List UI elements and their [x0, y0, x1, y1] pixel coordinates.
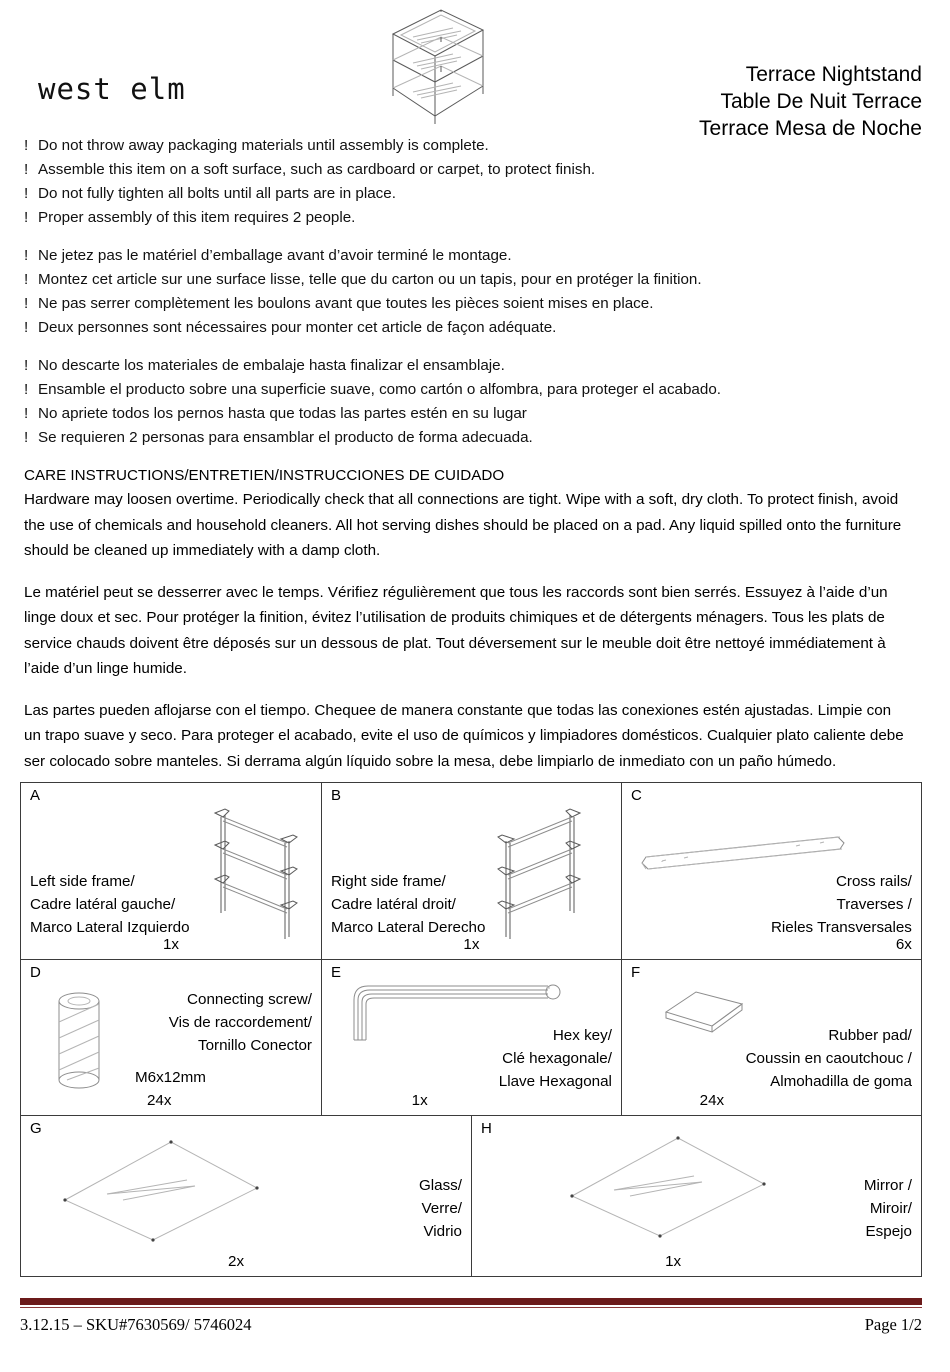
part-description-fr: Clé hexagonale/: [502, 1050, 612, 1067]
product-title: [699, 62, 922, 143]
warning-text: Montez cet article sur une surface lisse, telle que du carton ou un tapis, pour en protéger la finition.: [38, 271, 702, 288]
part-cell-a: [21, 783, 321, 959]
care-instructions-heading: CARE INSTRUCTIONS/ENTRETIEN/INSTRUCCIONES DE CUIDADO: [24, 467, 505, 484]
warning-bang-icon: !: [24, 319, 29, 336]
warning-bang-icon: !: [24, 185, 29, 202]
sku-label: 3.12.15 – SKU#7630569/ 5746024: [20, 1315, 252, 1334]
warning-item: [24, 378, 926, 402]
part-description-es: Marco Lateral Izquierdo: [30, 919, 190, 936]
footer-rule-thin: [20, 1307, 922, 1308]
part-description: [746, 1024, 912, 1093]
warning-item: [24, 182, 926, 206]
part-letter: E: [330, 964, 341, 981]
part-description: [771, 870, 912, 939]
part-description: [499, 1024, 612, 1093]
parts-row: [21, 959, 921, 1115]
part-quantity: 1x: [463, 936, 480, 953]
warning-text: Ne jetez pas le matériel d’emballage avant d’avoir terminé le montage.: [38, 247, 512, 264]
parts-row: [21, 783, 921, 959]
part-cell-b: [321, 783, 621, 959]
warning-text: Deux personnes sont nécessaires pour monter cet article de façon adéquate.: [38, 319, 557, 336]
part-cell-e: [321, 960, 621, 1115]
part-description-en: Rubber pad/: [828, 1027, 912, 1044]
warning-text: Proper assembly of this item requires 2 people.: [38, 209, 356, 226]
warning-item: [24, 426, 926, 450]
part-quantity: 1x: [665, 1253, 682, 1270]
part-description: [331, 870, 485, 939]
part-description-es: Llave Hexagonal: [498, 1073, 612, 1090]
part-description-en: Hex key/: [552, 1027, 612, 1044]
part-letter: G: [30, 1120, 42, 1137]
warning-text: Ne pas serrer complètement les boulons avant que toutes les pièces soient mises en place.: [38, 295, 654, 312]
part-description: [864, 1174, 912, 1243]
footer-rule-thick: [20, 1298, 922, 1305]
product-title-fr: Table De Nuit Terrace: [720, 89, 922, 113]
part-description-en: Connecting screw/: [187, 991, 312, 1008]
part-cell-d: [21, 960, 321, 1115]
warning-bang-icon: !: [24, 137, 29, 154]
warning-bang-icon: !: [24, 161, 29, 178]
part-cell-h: [471, 1116, 921, 1276]
part-quantity: 24x: [699, 1092, 725, 1109]
part-quantity: 1x: [411, 1092, 428, 1109]
warning-bang-icon: !: [24, 357, 29, 374]
warning-text: Ensamble el producto sobre una superficie suave, como cartón o alfombra, para proteger el acabado.: [38, 381, 721, 398]
part-description-en: Right side frame/: [330, 873, 446, 890]
warning-bang-icon: !: [24, 247, 29, 264]
part-description-es: Tornillo Conector: [198, 1037, 312, 1054]
product-title-es: Terrace Mesa de Noche: [699, 116, 922, 140]
warning-item: [24, 206, 926, 230]
warning-item: [24, 292, 926, 316]
part-description-es: Marco Lateral Derecho: [330, 919, 486, 936]
warning-bang-icon: !: [24, 405, 29, 422]
part-description-fr: Traverses /: [836, 896, 912, 913]
mirror-panel-icon: [568, 1134, 784, 1242]
care-paragraph-spanish: Las partes pueden aflojarse con el tiempo. Chequee de manera constante que todas las conexiones estén ajustadas. Limpie con un trapo suave y seco. Para proteger el acabado, evite el uso de químicos y limpiadores domésticos. Cualquier plato caliente debe ser colocado sobre manteles. Si derrama algún líquido sobre la mesa, debe limpiarlo de inmediato con un paño húmedo.: [24, 701, 904, 770]
brand-logo: west elm: [38, 72, 186, 106]
part-description-es: Almohadilla de goma: [770, 1073, 912, 1090]
part-letter: B: [330, 787, 341, 804]
part-letter: H: [481, 1120, 492, 1137]
page-header: [24, 0, 926, 140]
warning-item: [24, 244, 926, 268]
part-cell-c: [621, 783, 921, 959]
warning-bang-icon: !: [24, 429, 29, 446]
parts-row: [21, 1115, 921, 1276]
product-title-en: Terrace Nightstand: [745, 63, 922, 86]
warning-item: [24, 268, 926, 292]
part-description-fr: Miroir/: [869, 1200, 912, 1217]
part-description-fr: Coussin en caoutchouc /: [745, 1050, 912, 1067]
care-paragraph-french: Le matériel peut se desserrer avec le temps. Vérifiez régulièrement que tous les raccords sont bien serrés. Essuyez à l’aide d’un linge doux et sec. Pour protéger la finition, évitez l’utilisation de produits chimiques et de détergents ménagers. Tous les plats de service chauds doivent être déposés sur un dessous de plat. Tout déversement sur le meuble doit être nettoyé immédiatement à l’aide d’un linge humide.: [24, 583, 888, 677]
part-description-en: Mirror /: [863, 1177, 912, 1194]
warning-item: [24, 158, 926, 182]
warning-text: Do not throw away packaging materials until assembly is complete.: [38, 137, 489, 154]
part-spec: M6x12mm: [134, 1069, 206, 1086]
part-quantity: 2x: [228, 1253, 245, 1270]
warning-bang-icon: !: [24, 271, 29, 288]
warning-text: Do not fully tighten all bolts until all parts are in place.: [38, 185, 396, 202]
part-description-es: Vidrio: [423, 1223, 462, 1240]
page-footer: [20, 1298, 922, 1335]
rubber-pad-icon: [664, 986, 746, 1038]
warning-text: Assemble this item on a soft surface, such as cardboard or carpet, to protect finish.: [38, 161, 596, 178]
warning-text: No descarte los materiales de embalaje hasta finalizar el ensamblaje.: [38, 357, 505, 374]
part-cell-f: [621, 960, 921, 1115]
right-side-frame-icon: [488, 799, 588, 939]
part-description: [419, 1174, 462, 1243]
part-description-es: Rieles Transversales: [770, 919, 912, 936]
warning-item: [24, 402, 926, 426]
part-cell-g: [21, 1116, 471, 1276]
part-letter: C: [630, 787, 642, 804]
part-description-es: Espejo: [865, 1223, 912, 1240]
warning-bang-icon: !: [24, 295, 29, 312]
parts-list-table: [20, 782, 922, 1277]
connecting-screw-icon: [53, 988, 109, 1092]
part-description: [169, 988, 312, 1057]
part-description-fr: Cadre latéral droit/: [330, 896, 456, 913]
page-number: Page 1/2: [864, 1315, 922, 1334]
warning-bang-icon: !: [24, 209, 29, 226]
warnings-english: [24, 134, 926, 230]
footer-text-row: [20, 1315, 922, 1335]
part-letter: F: [630, 964, 641, 981]
left-side-frame-icon: [207, 799, 307, 939]
warning-bang-icon: !: [24, 381, 29, 398]
part-quantity: 6x: [895, 936, 912, 953]
part-description-fr: Verre/: [421, 1200, 462, 1217]
part-quantity: 24x: [146, 1092, 172, 1109]
part-description-en: Cross rails/: [835, 873, 912, 890]
warning-text: Se requieren 2 personas para ensamblar el producto de forma adecuada.: [38, 429, 533, 446]
part-letter: A: [30, 787, 41, 804]
warning-text: No apriete todos los pernos hasta que todas las partes estén en su lugar: [38, 405, 527, 422]
glass-panel-icon: [61, 1138, 277, 1246]
cross-rail-icon: [638, 829, 848, 875]
warnings-spanish: [24, 354, 926, 450]
product-illustration: [379, 4, 519, 128]
part-description-en: Left side frame/: [30, 873, 135, 890]
part-letter: D: [30, 964, 41, 981]
warning-item: [24, 354, 926, 378]
part-quantity: 1x: [162, 936, 179, 953]
care-paragraph-english: Hardware may loosen overtime. Periodically check that all connections are tight. Wipe with a soft, dry cloth. To protect finish, avoid the use of chemicals and household cleaners. All hot serving dishes should be placed on a pad. Any liquid spilled onto the furniture should be cleaned up immediately with a damp cloth.: [24, 491, 902, 559]
part-description-fr: Vis de raccordement/: [168, 1014, 312, 1031]
warning-item: [24, 316, 926, 340]
part-description: [30, 870, 190, 939]
part-description-fr: Cadre latéral gauche/: [30, 896, 176, 913]
warnings-french: [24, 244, 926, 340]
part-description-en: Glass/: [418, 1177, 462, 1194]
